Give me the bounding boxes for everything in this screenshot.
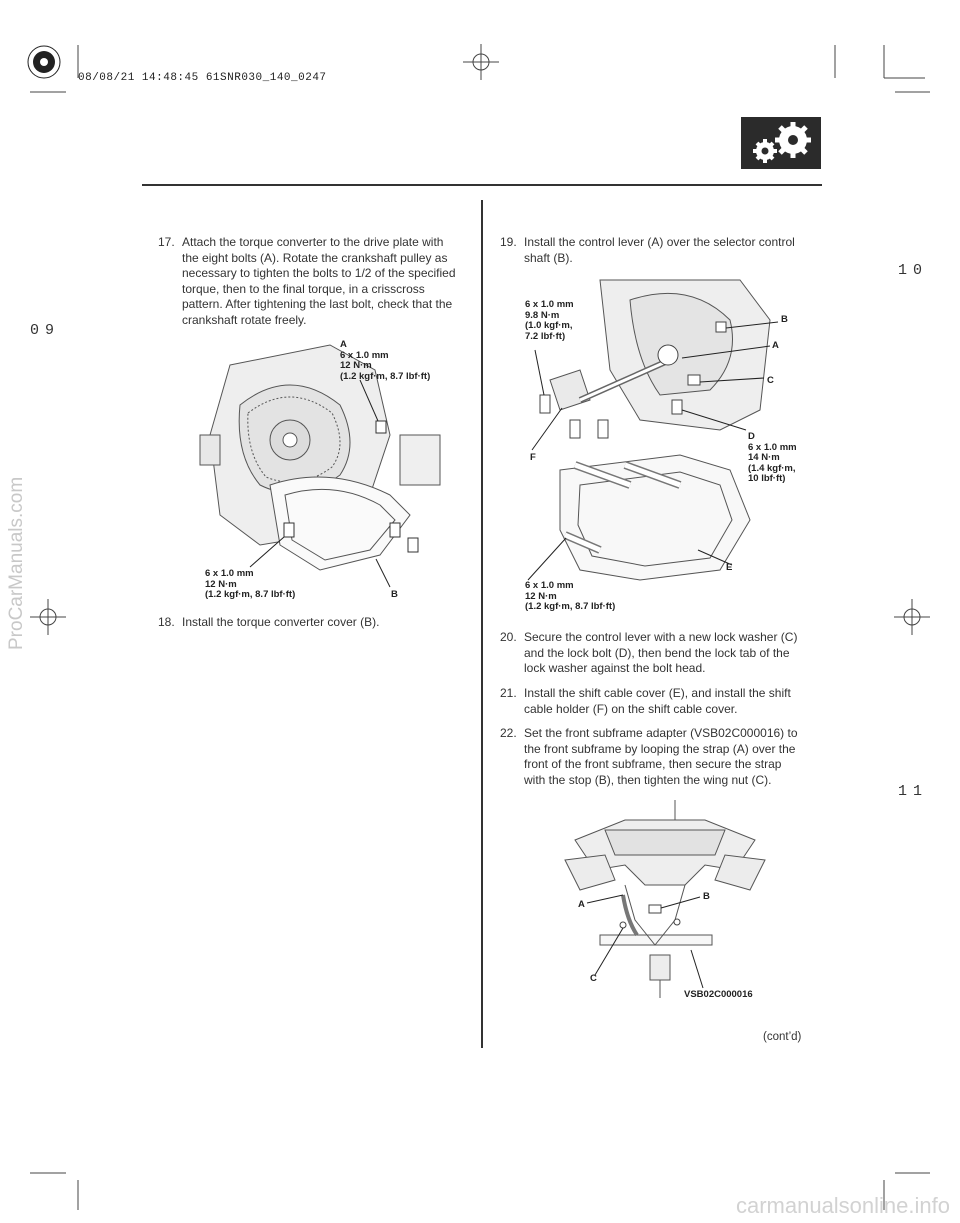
print-stamp: 08/08/21 14:48:45 61SNR030_140_0247: [78, 72, 327, 84]
fig3-label-c: C: [590, 973, 597, 984]
header-rule: [142, 184, 822, 186]
fig2-label-d: D 6 x 1.0 mm 14 N·m (1.4 kgf·m, 10 lbf·ft): [748, 431, 797, 484]
fig2-label-f: F: [530, 452, 536, 463]
fig3-label-a: A: [578, 899, 585, 910]
watermark-side: ProCarManuals.com: [6, 476, 27, 650]
fig2-label-c: C: [767, 375, 774, 386]
step-19: 19. Install the control lever (A) over the selector control shaft (B).: [500, 235, 795, 265]
fig2-label-bolt-top: 6 x 1.0 mm 9.8 N·m (1.0 kgf·m, 7.2 lbf·ft): [525, 299, 574, 342]
subframe-adapter-illustration: [565, 800, 765, 1000]
gears-icon: [741, 117, 821, 169]
registration-target-icon: [28, 46, 60, 78]
step-20: 20. Secure the control lever with a new lock washer (C) and the lock bolt (D), then bend the lock tab of the lock washer against the bolt head.: [500, 630, 798, 675]
fig2-label-a: A: [772, 340, 779, 351]
fig1-label-bolt: 6 x 1.0 mm 12 N·m (1.2 kgf·m, 8.7 lbf·ft): [205, 568, 296, 600]
step-18: 18. Install the torque converter cover (B).: [158, 615, 380, 629]
column-divider: [481, 200, 483, 1048]
watermark-bottom: carmanualsonline.info: [735, 1193, 950, 1218]
fig2-label-bolt-bottom: 6 x 1.0 mm 12 N·m (1.2 kgf·m, 8.7 lbf·ft): [525, 580, 616, 612]
fig2-label-e: E: [726, 562, 733, 573]
fig1-label-b: B: [391, 589, 398, 600]
step-21: 21. Install the shift cable cover (E), and install the shift cable holder (F) on the shift cable cover.: [500, 686, 791, 716]
continued-note: (cont’d): [763, 1031, 802, 1043]
margin-number-right-bottom: 11: [898, 783, 929, 800]
step-17: 17. Attach the torque converter to the drive plate with the eight bolts (A). Rotate the crankshaft pulley as necessary to tighten the bolts to 1/2 of the specified torque, then to the final torque, in a crisscross pattern. After tightening the last bolt, check that the crankshaft rotate freely.: [158, 235, 456, 327]
torque-converter-illustration: [200, 345, 460, 595]
margin-number-left: 09: [30, 322, 61, 339]
fig2-label-b: B: [781, 314, 788, 325]
fig1-label-a: A 6 x 1.0 mm 12 N·m (1.2 kgf·m, 8.7 lbf·ft): [340, 339, 431, 382]
fig3-label-b: B: [703, 891, 710, 902]
fig3-label-tool: VSB02C000016: [684, 989, 753, 1000]
margin-number-right-top: 10: [898, 262, 929, 279]
step-22: 22. Set the front subframe adapter (VSB02C000016) to the front subframe by looping the strap (A) over the front of the front subframe, then secure the strap with the stop (B), then tighten the wing nut (C).: [500, 726, 798, 787]
